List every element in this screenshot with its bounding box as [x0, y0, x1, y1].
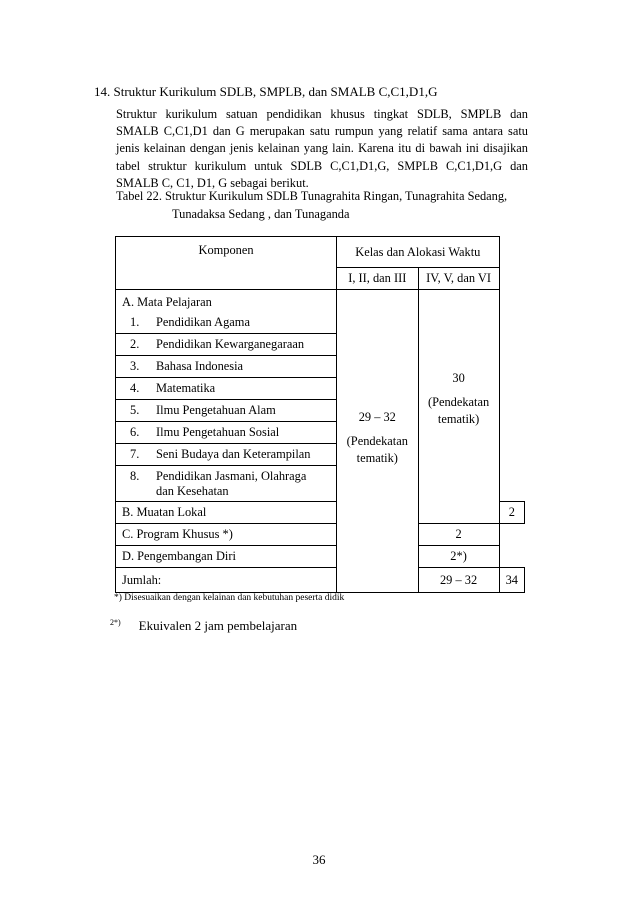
total-grade-1-3: 29 – 32 [418, 568, 499, 593]
caption-line-2: Tunadaksa Sedang , dan Tunaganda [172, 206, 350, 221]
table-caption [116, 188, 536, 223]
footnote-adjustment: *) Disesuaikan dengan kelainan dan kebutuhan peserta didik [114, 593, 345, 603]
table-row [116, 400, 337, 422]
item-label: Bahasa Indonesia [156, 359, 244, 373]
item-number: 2. [130, 337, 140, 351]
item-label: Matematika [156, 381, 216, 395]
item-number: 8. [130, 468, 140, 483]
section-d-label: D. Pengembangan Diri [116, 546, 337, 568]
item-label: Pendidikan Kewarganegaraan [156, 337, 305, 351]
item-number: 4. [130, 381, 140, 395]
header-grade-4-6: IV, V, dan VI [418, 268, 499, 290]
total-grade-4-6: 34 [499, 568, 524, 593]
paragraph-line: jenis kelainan dengan jenis kelainan yang lain. Karena itu di bawah ini disajikan [116, 141, 528, 156]
section-c-value: 2 [418, 524, 499, 546]
section-c-label: C. Program Khusus *) [116, 524, 337, 546]
item-label: Ilmu Pengetahuan Sosial [156, 425, 280, 439]
grade-4-6-hours: 30 [452, 371, 465, 385]
section-heading: 14. Struktur Kurikulum SDLB, SMPLB, dan SMALB C,C1,D1,G [94, 84, 438, 99]
paragraph-line: tabel struktur kurikulum untuk SDLB C,C1,D1,G, SMPLB C,C1,D1,G dan [116, 158, 528, 173]
section-b-label: B. Muatan Lokal [116, 502, 337, 524]
header-komponen: Komponen [116, 237, 337, 290]
section-d-value: 2*) [418, 546, 499, 568]
grade-1-3-note: (Pendekatan tematik) [346, 433, 408, 465]
table-row [116, 356, 337, 378]
table-row [116, 422, 337, 444]
section-a-label: A. Mata Pelajaran [116, 290, 337, 312]
table-row [116, 334, 337, 356]
footnote-mark: 2*) [110, 618, 121, 627]
total-label: Jumlah: [116, 568, 337, 593]
grade-1-3-hours: 29 – 32 [358, 409, 396, 424]
header-grade-1-3: I, II, dan III [337, 268, 418, 290]
caption-line-1: Tabel 22. Struktur Kurikulum SDLB Tunagrahita Ringan, Tunagrahita Sedang, [116, 189, 508, 203]
item-label: Pendidikan Agama [156, 314, 250, 329]
table-row [116, 378, 337, 400]
header-kelas: Kelas dan Alokasi Waktu [337, 237, 500, 268]
item-label: Pendidikan Jasmani, Olahraga dan Kesehatan [156, 468, 307, 498]
item-number: 6. [130, 425, 140, 439]
intro-paragraph [116, 106, 528, 192]
grade-1-3-merged [337, 290, 418, 593]
footnote-text: Ekuivalen 2 jam pembelajaran [138, 618, 298, 633]
paragraph-line: SMALB C, C1, D1, G sebagai berikut. [116, 175, 309, 190]
item-number: 5. [130, 403, 140, 417]
item-number: 1. [130, 314, 140, 329]
section-b-value: 2 [499, 502, 524, 524]
paragraph-line: Struktur kurikulum satuan pendidikan khusus tingkat SDLB, SMPLB dan [116, 107, 528, 121]
item-number: 3. [130, 359, 140, 373]
table-row [116, 312, 337, 334]
table-row [116, 466, 337, 502]
curriculum-table [115, 236, 525, 593]
page-number: 36 [312, 852, 326, 867]
paragraph-line: SMALB C,C1,D1 dan G merupakan satu rumpun yang relatif sama antara satu [116, 124, 528, 139]
table-row [116, 444, 337, 466]
footnote-equivalent [110, 618, 297, 634]
item-number: 7. [130, 447, 140, 461]
item-label: Seni Budaya dan Keterampilan [156, 447, 311, 461]
item-label: Ilmu Pengetahuan Alam [156, 403, 276, 417]
grade-4-6-note: (Pendekatan tematik) [427, 395, 490, 426]
grade-4-6-merged [418, 290, 499, 524]
